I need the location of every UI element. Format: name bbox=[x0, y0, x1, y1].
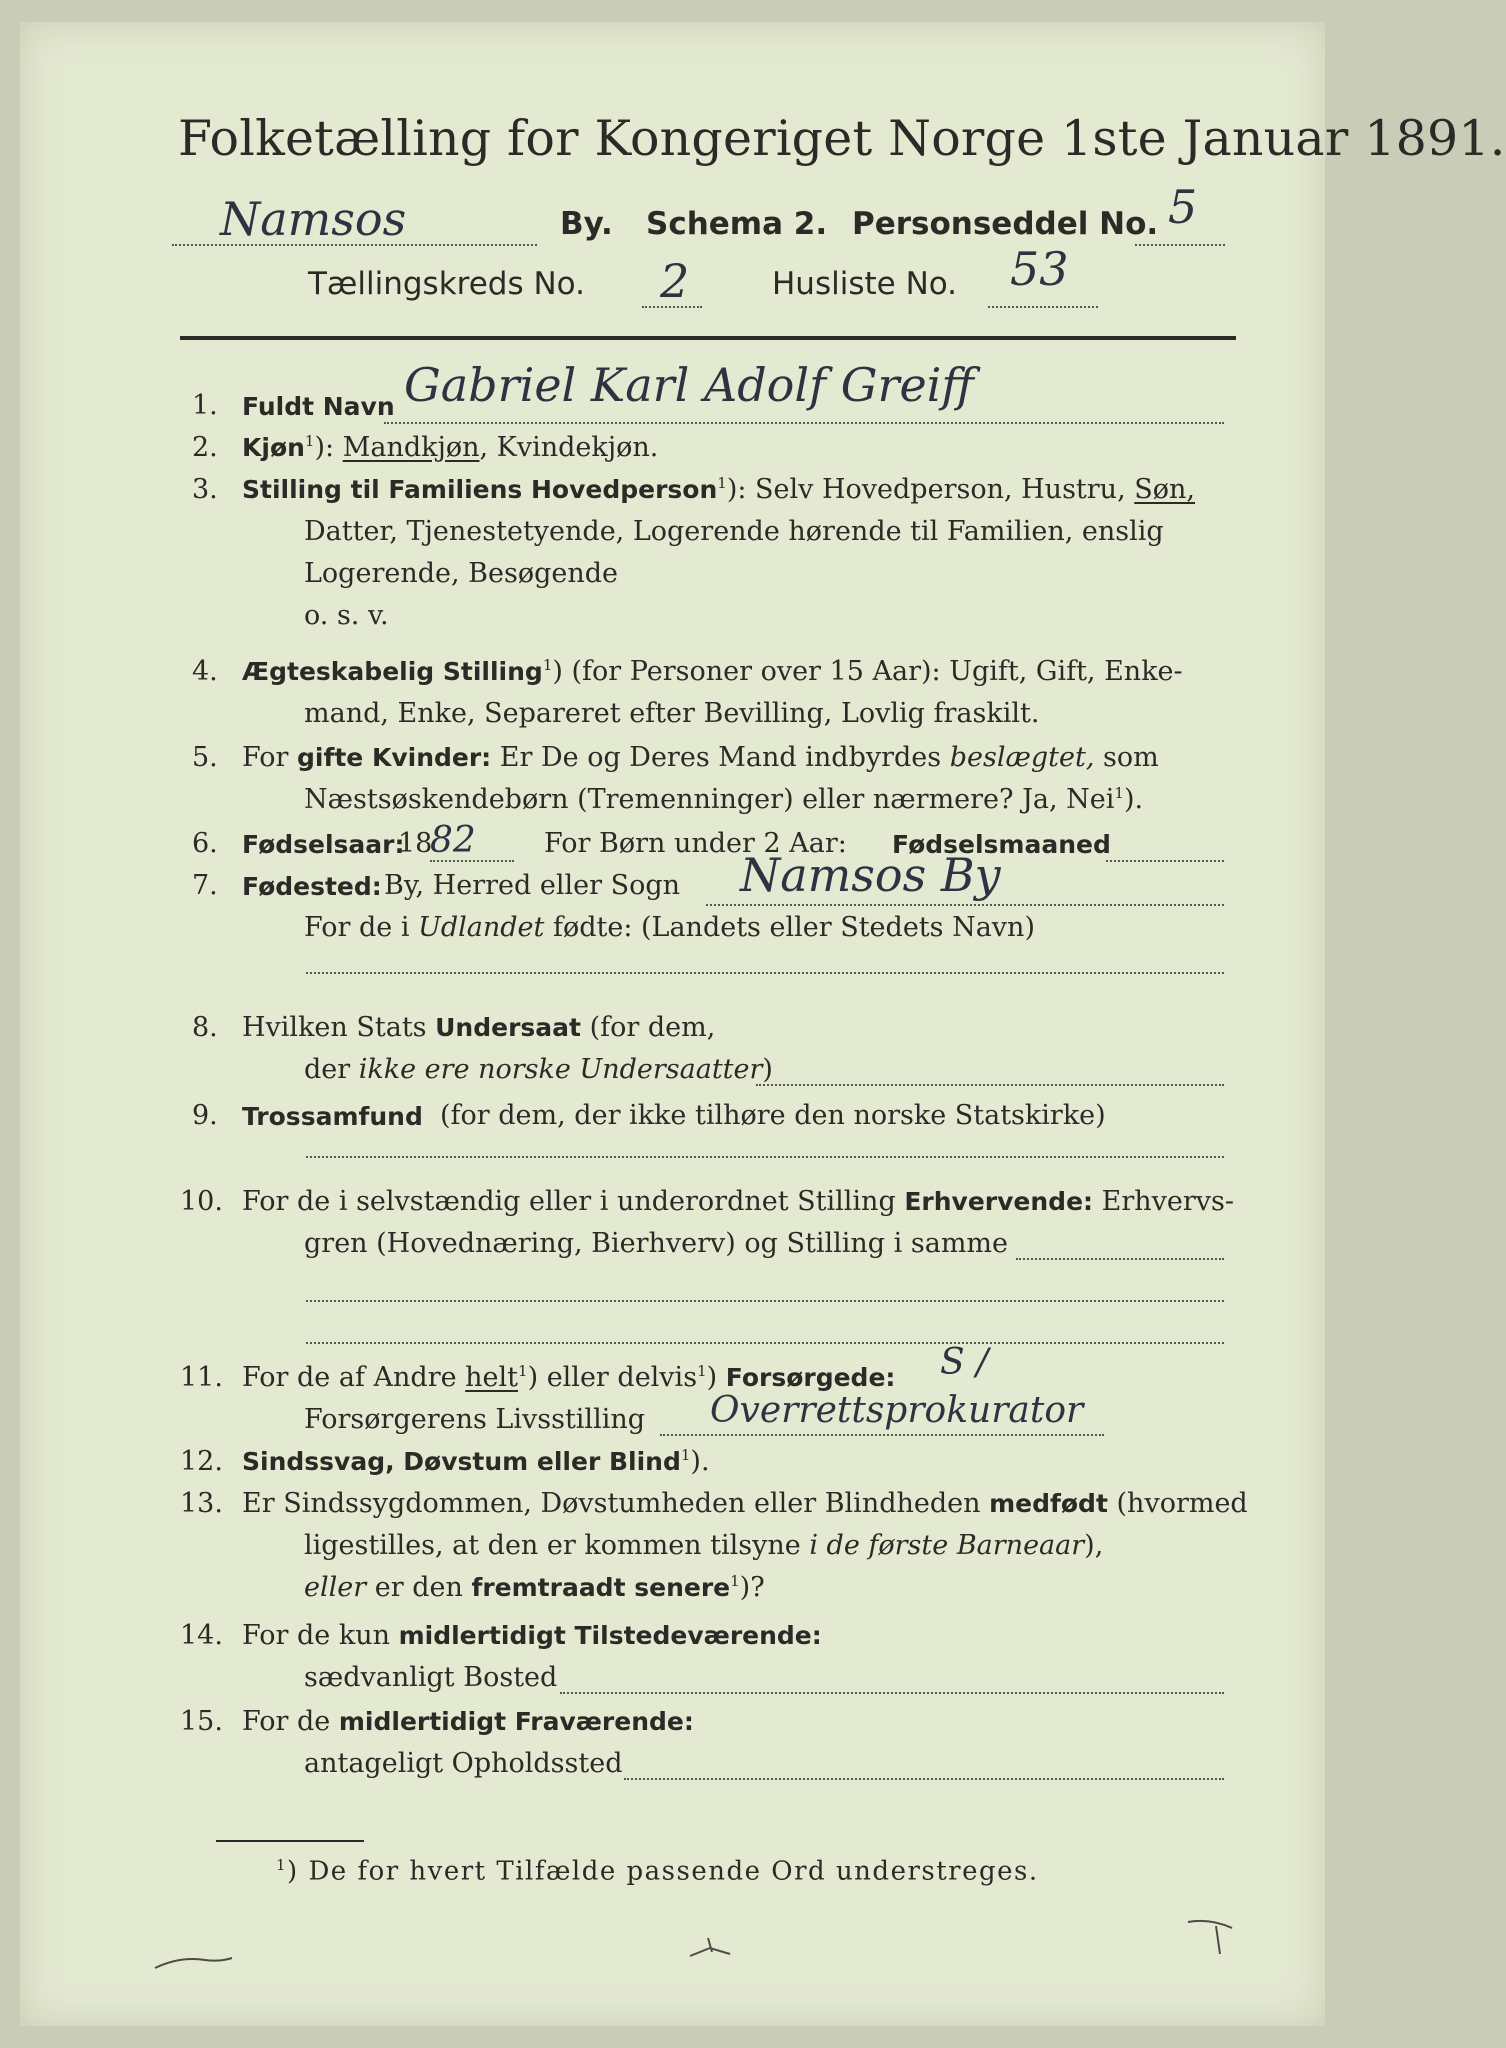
q8-line2-italic: ikke ere norske Undersaatter bbox=[358, 1054, 763, 1085]
q1-number: 1. bbox=[192, 390, 218, 421]
q9-line1: (for dem, der ikke tilhøre den norske Statskirke) bbox=[440, 1100, 1106, 1131]
q13-label2: fremtraadt senere bbox=[471, 1573, 731, 1602]
q4-label: Ægteskabelig Stilling bbox=[242, 657, 543, 686]
q8-line2-pre: der bbox=[304, 1054, 351, 1085]
q10-number: 10. bbox=[180, 1186, 223, 1217]
q6-year-handwritten: 82 bbox=[430, 820, 476, 861]
footnote bbox=[276, 1856, 1039, 1887]
q5-line1-text: Er De og Deres Mand indbyrdes bbox=[499, 742, 942, 773]
q13-line2-italic: i de første Barneaar bbox=[809, 1530, 1085, 1561]
q3-sup: 1 bbox=[717, 474, 727, 492]
q6-mid-text: For Børn under 2 Aar: bbox=[544, 828, 847, 859]
q11-helt-underlined: helt bbox=[465, 1362, 519, 1393]
q13-label: medfødt bbox=[989, 1489, 1108, 1518]
q4-line1-text: ) (for Personer over 15 Aar): Ugift, Gift, Enke- bbox=[552, 656, 1183, 687]
q2-line bbox=[242, 432, 658, 463]
q7-line2-italic: Udlandet bbox=[418, 912, 545, 943]
q2-option-mandkjon-underlined: Mandkjøn bbox=[342, 432, 480, 463]
personseddel-dotted-line bbox=[1135, 244, 1225, 246]
schema-label: Schema 2. bbox=[646, 206, 828, 242]
q11-number: 11. bbox=[180, 1362, 223, 1393]
q4-line1 bbox=[242, 656, 1183, 687]
q7-dotted-line bbox=[706, 904, 1224, 906]
q15-line2: antageligt Opholdssted bbox=[304, 1748, 623, 1779]
q7-line2-post: fødte: (Landets eller Stedets Navn) bbox=[552, 912, 1035, 943]
q12-line bbox=[242, 1446, 710, 1477]
q3-line1 bbox=[242, 474, 1195, 505]
q14-dotted-line bbox=[560, 1692, 1224, 1694]
q13-line2-pre: ligestilles, at den er kommen tilsyne bbox=[304, 1530, 801, 1561]
personseddel-number-handwritten: 5 bbox=[1168, 180, 1198, 234]
q9-dotted-line bbox=[306, 1156, 1224, 1158]
q15-number: 15. bbox=[180, 1706, 223, 1737]
q1-label: Fuldt Navn bbox=[242, 392, 395, 421]
q3-line2: Datter, Tjenestetyende, Logerende hørende til Familien, enslig bbox=[304, 516, 1164, 547]
q3-line3: Logerende, Besøgende bbox=[304, 558, 618, 589]
q5-number: 5. bbox=[192, 742, 218, 773]
q10-after: Erhvervs- bbox=[1101, 1186, 1235, 1217]
q13-sup: 1 bbox=[730, 1572, 740, 1590]
q11-line1-text: For de af Andre bbox=[242, 1362, 457, 1393]
q2-rest: ): bbox=[314, 432, 335, 463]
q6-number: 6. bbox=[192, 828, 218, 859]
town-name-handwritten: Namsos bbox=[220, 192, 407, 246]
q3-label: Stilling til Familiens Hovedperson bbox=[242, 475, 718, 504]
q11-sup-b: 1 bbox=[697, 1362, 707, 1380]
kreds-label: Tællingskreds No. bbox=[308, 266, 585, 302]
by-label: By. bbox=[560, 206, 613, 242]
q13-line3-mid: er den bbox=[374, 1572, 463, 1603]
q4-sup: 1 bbox=[542, 656, 553, 674]
q13-line1 bbox=[242, 1488, 1248, 1519]
q10-dotted-line-a bbox=[1016, 1258, 1224, 1260]
q7-line2 bbox=[304, 912, 1035, 943]
q3-line4: o. s. v. bbox=[304, 600, 389, 631]
q11-sup-a: 1 bbox=[518, 1362, 528, 1380]
q7-label: Fødested: bbox=[242, 872, 382, 901]
q6-label2: Fødselsmaaned bbox=[892, 830, 1111, 859]
q12-label: Sindssvag, Døvstum eller Blind bbox=[242, 1447, 681, 1476]
q9-label: Trossamfund bbox=[242, 1102, 423, 1131]
q15-line1 bbox=[242, 1706, 694, 1737]
q11-line2: Forsørgerens Livsstilling bbox=[304, 1404, 646, 1435]
q8-pre: Hvilken Stats bbox=[242, 1012, 427, 1043]
footnote-text: ) De for hvert Tilfælde passende Ord understreges. bbox=[287, 1856, 1039, 1887]
kreds-dotted-line bbox=[642, 306, 702, 308]
q13-line2-post: ), bbox=[1084, 1530, 1104, 1561]
census-form-sheet bbox=[20, 22, 1506, 2026]
q12-number: 12. bbox=[180, 1446, 223, 1477]
q2-sup: 1 bbox=[304, 432, 315, 450]
q5-italic: beslægtet, bbox=[949, 742, 1095, 773]
q13-line3-italic: eller bbox=[304, 1572, 367, 1603]
q5-pre: For bbox=[242, 742, 289, 773]
q2-label: Kjøn bbox=[242, 433, 305, 462]
q14-line1 bbox=[242, 1620, 822, 1651]
q10-line1 bbox=[242, 1186, 1234, 1217]
q8-label: Undersaat bbox=[435, 1013, 581, 1042]
q12-sup: 1 bbox=[680, 1446, 691, 1464]
q14-pre: For de kun bbox=[242, 1620, 390, 1651]
q3-line1-text: ): Selv Hovedperson, Hustru, bbox=[726, 474, 1126, 505]
q11-provider-occupation-handwritten: Overrettsprokurator bbox=[710, 1390, 1084, 1431]
kreds-number-handwritten: 2 bbox=[660, 254, 690, 308]
q7-foreign-dotted-line bbox=[306, 972, 1224, 974]
q12-end: ). bbox=[690, 1446, 710, 1477]
q6-label: Fødselsaar: bbox=[242, 830, 405, 859]
q9-number: 9. bbox=[192, 1100, 218, 1131]
q1-full-name-handwritten: Gabriel Karl Adolf Greiff bbox=[404, 358, 974, 412]
q8-line2-post: ) bbox=[762, 1054, 773, 1085]
q5-line1 bbox=[242, 742, 1159, 773]
q14-line2: sædvanligt Bosted bbox=[304, 1662, 558, 1693]
form-title: Folketælling for Kongeriget Norge 1ste Januar 1891. bbox=[178, 110, 1506, 167]
q5-sup: 1 bbox=[1114, 784, 1124, 802]
footnote-sup: 1 bbox=[276, 1856, 288, 1874]
q11-end: ) bbox=[706, 1362, 718, 1393]
q6-month-dotted-line bbox=[1106, 860, 1224, 862]
q8-dotted-line bbox=[756, 1084, 1224, 1086]
q4-number: 4. bbox=[192, 656, 218, 687]
q10-label: Erhvervende: bbox=[904, 1187, 1094, 1216]
header-rule bbox=[180, 336, 1236, 340]
q8-line1 bbox=[242, 1012, 715, 1043]
personseddel-label: Personseddel No. bbox=[852, 206, 1159, 242]
q10-line2: gren (Hovednæring, Bierhverv) og Stilling i samme bbox=[304, 1228, 1009, 1259]
q6-year-dotted-line bbox=[430, 860, 514, 862]
q3-number: 3. bbox=[192, 474, 218, 505]
q11-mark-handwritten: S / bbox=[940, 1342, 989, 1383]
q15-pre: For de bbox=[242, 1706, 331, 1737]
q2-number: 2. bbox=[192, 432, 218, 463]
q15-label: midlertidigt Fraværende: bbox=[338, 1707, 694, 1736]
q13-line1-text: Er Sindssygdommen, Døvstumheden eller Blindheden bbox=[242, 1488, 981, 1519]
q15-dotted-line bbox=[624, 1778, 1224, 1780]
husliste-number-handwritten: 53 bbox=[1010, 242, 1069, 296]
q10-line1-text: For de i selvstændig eller i underordnet Stilling bbox=[242, 1186, 896, 1217]
q13-after: (hvormed bbox=[1116, 1488, 1248, 1519]
q11-line1 bbox=[242, 1362, 895, 1393]
q7-number: 7. bbox=[192, 870, 218, 901]
q8-number: 8. bbox=[192, 1012, 218, 1043]
pencil-mark-center bbox=[680, 1918, 740, 1968]
husliste-dotted-line bbox=[988, 306, 1098, 308]
q5-line2-text: Næstsøskendebørn (Tremenninger) eller nærmere? Ja, Nei bbox=[304, 784, 1115, 815]
q13-line3-end: )? bbox=[739, 1572, 765, 1603]
q2-option-kvindekjon: , Kvindekjøn. bbox=[479, 432, 659, 463]
q8-line1-text: (for dem, bbox=[589, 1012, 716, 1043]
q7-line2-pre: For de i bbox=[304, 912, 410, 943]
q13-line2 bbox=[304, 1530, 1103, 1561]
q7-birthplace-handwritten: Namsos By bbox=[740, 848, 1001, 902]
q5-after: som bbox=[1103, 742, 1159, 773]
q6-year-print: 18 bbox=[398, 828, 433, 859]
q5-end: ). bbox=[1123, 784, 1144, 815]
town-dotted-line bbox=[172, 244, 537, 246]
q10-dotted-line-c bbox=[306, 1342, 1224, 1344]
q8-line2 bbox=[304, 1054, 773, 1085]
q10-dotted-line-b bbox=[306, 1300, 1224, 1302]
q5-label: gifte Kvinder: bbox=[297, 743, 492, 772]
q4-line2: mand, Enke, Separeret efter Bevilling, Lovlig fraskilt. bbox=[304, 698, 1040, 729]
husliste-label: Husliste No. bbox=[772, 266, 958, 302]
pencil-mark-right bbox=[1180, 1912, 1250, 1962]
q13-line3 bbox=[304, 1572, 765, 1603]
q1-dotted-line bbox=[384, 422, 1224, 424]
q14-number: 14. bbox=[180, 1620, 223, 1651]
pencil-mark-left bbox=[150, 1938, 240, 1978]
q11-mid: ) eller delvis bbox=[527, 1362, 698, 1393]
footnote-rule bbox=[216, 1840, 364, 1842]
q11-dotted-line bbox=[660, 1434, 1104, 1436]
q7-line1: By, Herred eller Sogn bbox=[384, 870, 680, 901]
q3-option-son-underlined: Søn, bbox=[1134, 474, 1195, 505]
q11-label: Forsørgede: bbox=[725, 1363, 896, 1392]
q13-number: 13. bbox=[180, 1488, 223, 1519]
q14-label: midlertidigt Tilstedeværende: bbox=[398, 1621, 822, 1650]
q5-line2 bbox=[304, 784, 1143, 815]
